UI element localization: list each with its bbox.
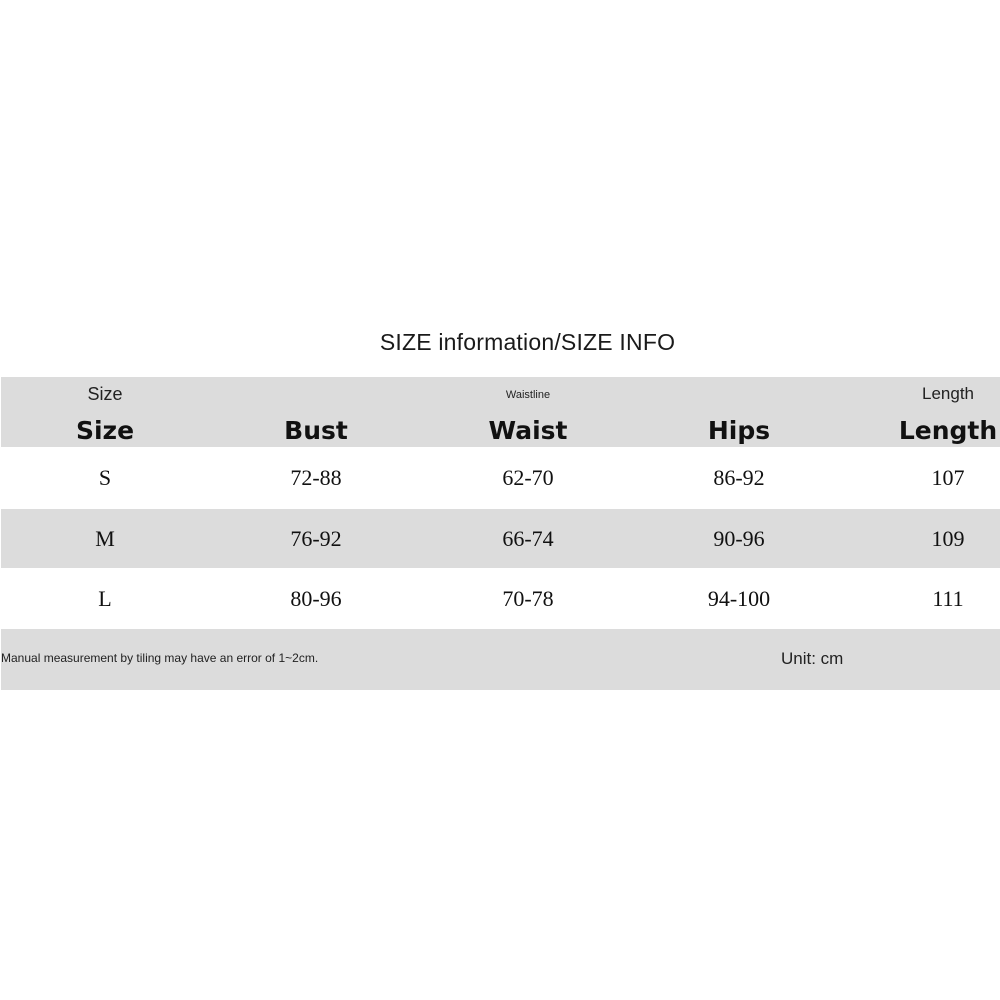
cell-hips: 90-96 bbox=[713, 526, 765, 551]
cell-length: 111 bbox=[932, 586, 964, 611]
chart-title: SIZE information/SIZE INFO bbox=[379, 329, 676, 355]
column-header-length: Length bbox=[898, 416, 998, 445]
column-header-size: Size bbox=[75, 416, 135, 445]
column-header-waist: Waist bbox=[488, 416, 568, 445]
cell-size: S bbox=[98, 465, 112, 490]
unit-label: Unit: cm bbox=[781, 649, 844, 668]
cell-bust: 80-96 bbox=[290, 586, 342, 611]
measurement-note: Manual measurement by tiling may have an error of 1~2cm. bbox=[1, 651, 319, 665]
column-header-hips: Hips bbox=[707, 416, 771, 445]
cell-length: 107 bbox=[931, 465, 965, 490]
cell-waist: 62-70 bbox=[502, 465, 554, 490]
cell-waist: 66-74 bbox=[502, 526, 554, 551]
subheader-size: Size bbox=[87, 384, 123, 404]
cell-bust: 72-88 bbox=[290, 465, 342, 490]
cell-waist: 70-78 bbox=[502, 586, 554, 611]
cell-length: 109 bbox=[931, 526, 965, 551]
column-header-bust: Bust bbox=[284, 416, 348, 445]
cell-hips: 94-100 bbox=[707, 586, 771, 611]
cell-bust: 76-92 bbox=[290, 526, 342, 551]
subheader-length: Length bbox=[922, 384, 974, 403]
cell-size: L bbox=[98, 586, 112, 611]
cell-hips: 86-92 bbox=[713, 465, 765, 490]
subheader-waistline: Waistline bbox=[505, 389, 551, 401]
cell-size: M bbox=[95, 526, 115, 551]
